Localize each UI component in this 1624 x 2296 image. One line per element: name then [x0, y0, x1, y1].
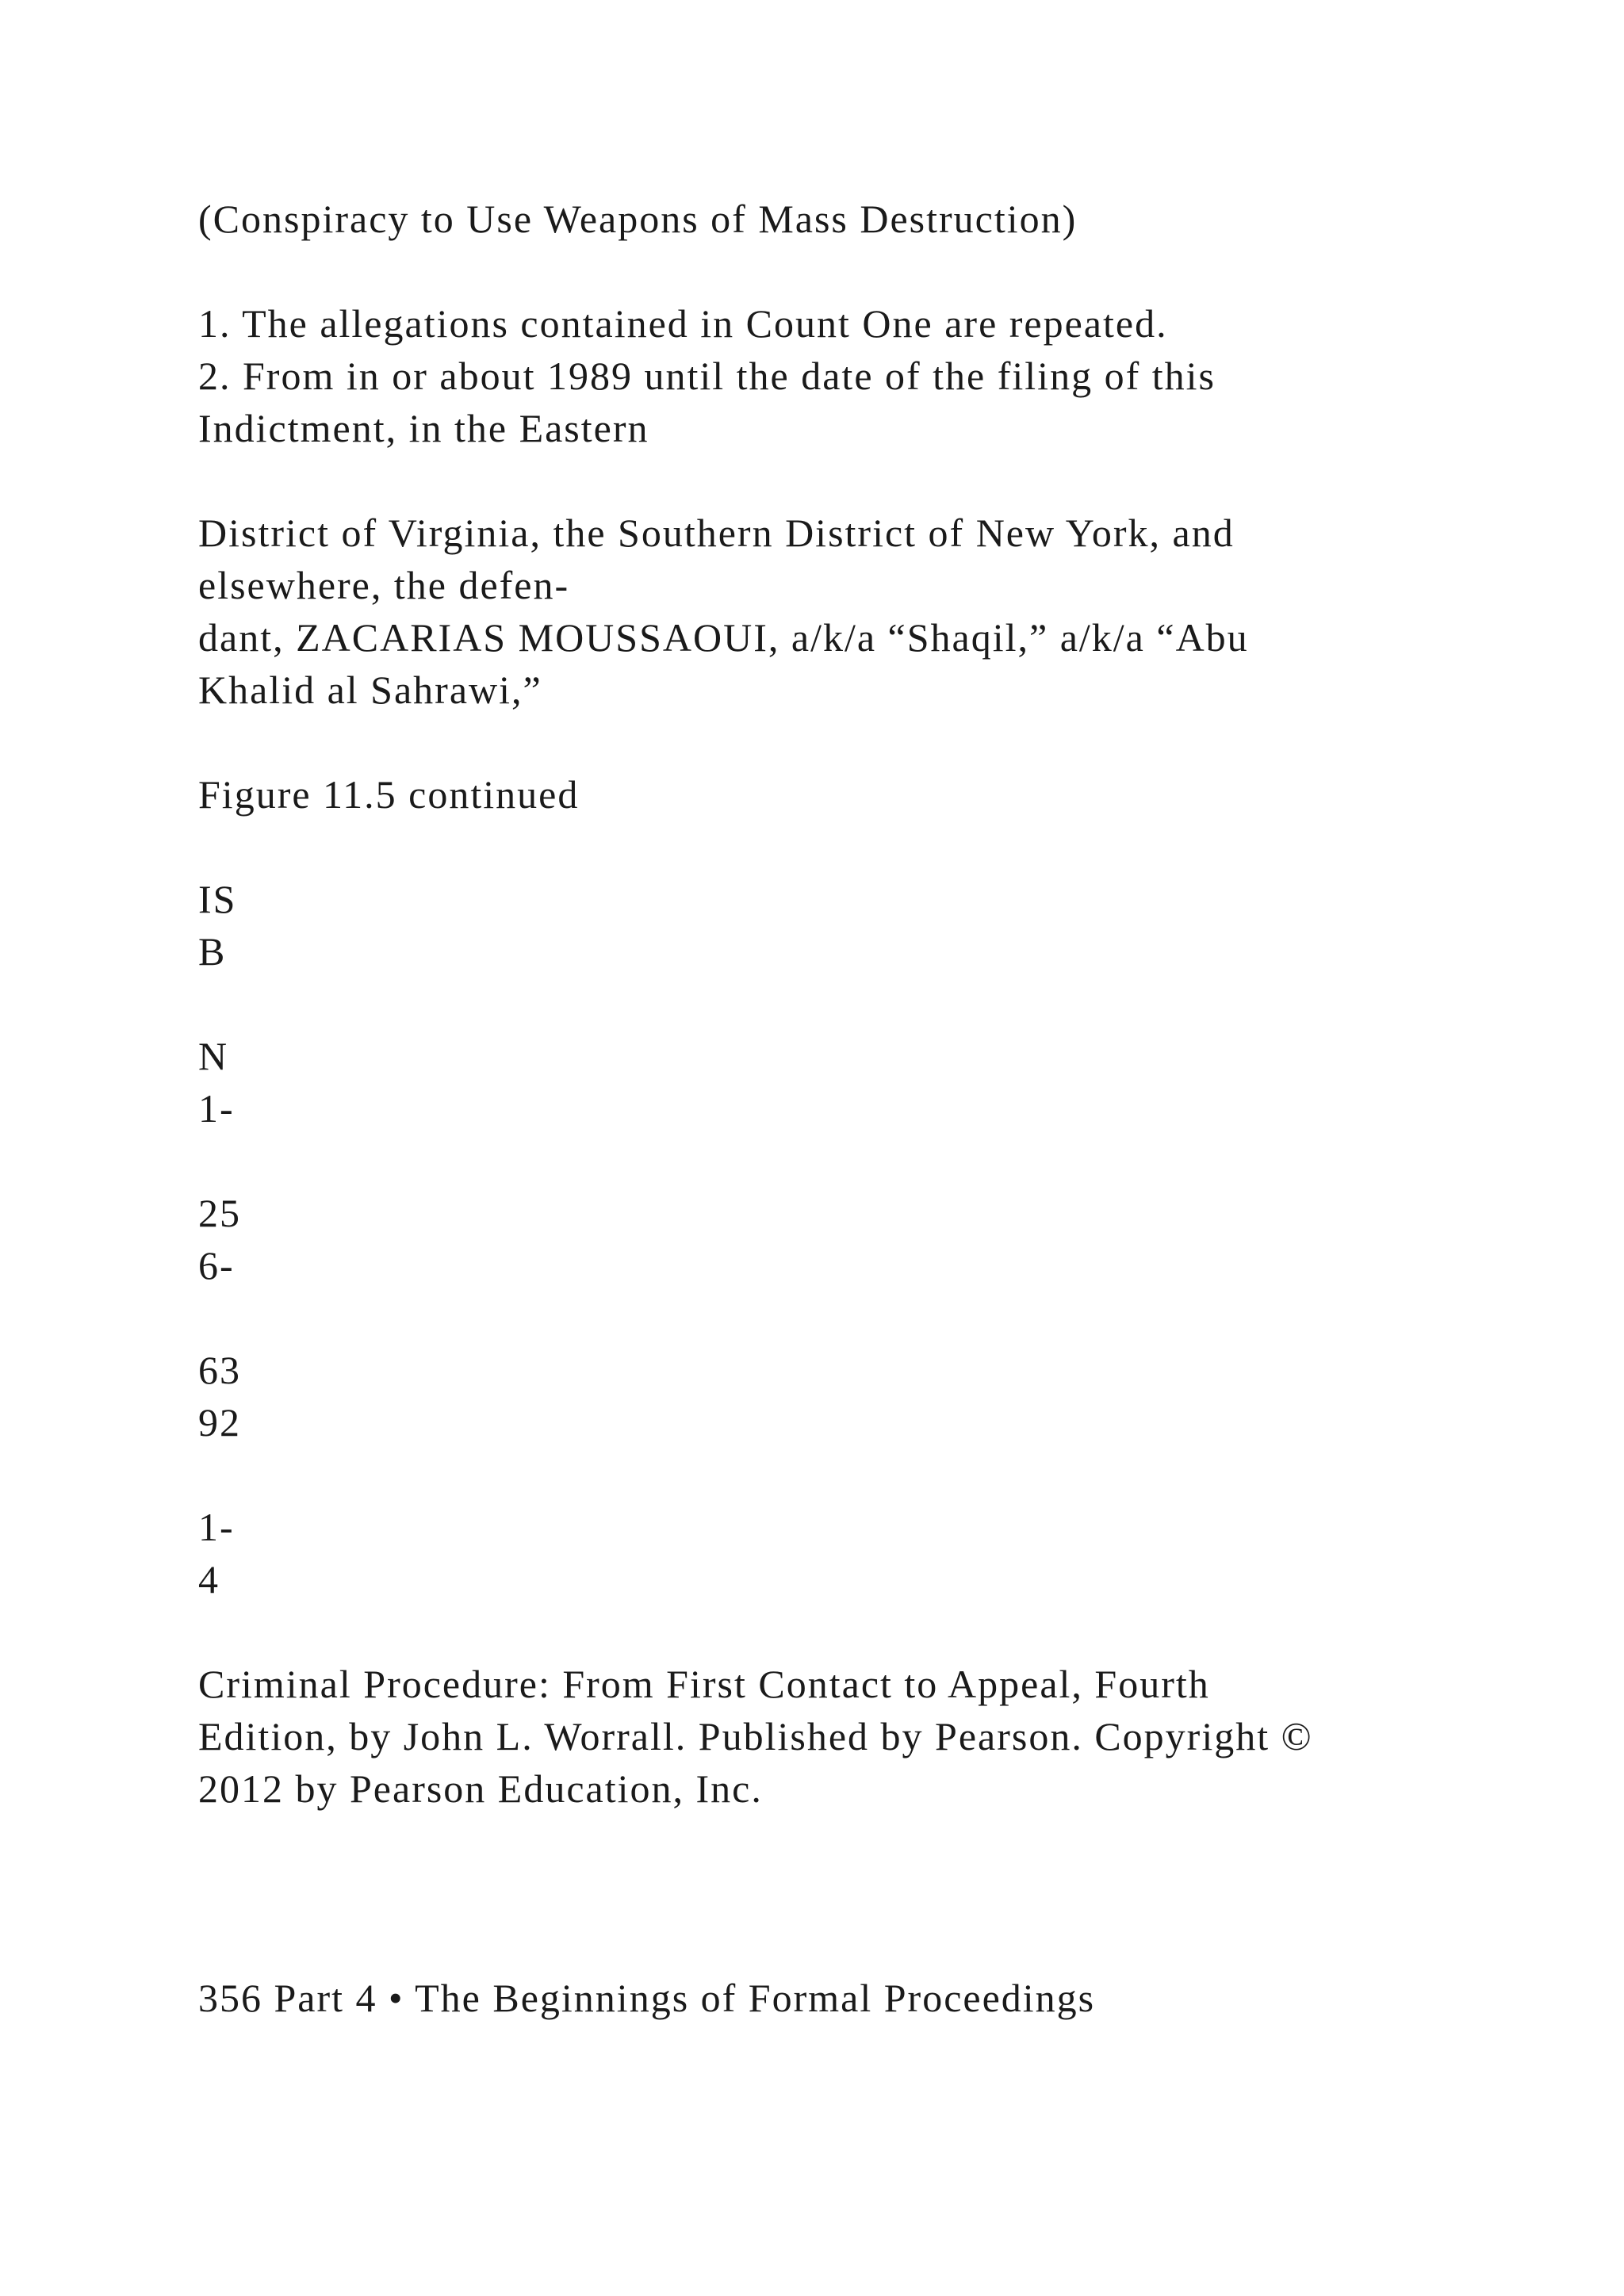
spacer: [198, 1605, 1499, 1658]
document-text: [198, 193, 1499, 2024]
citation-line: Edition, by John L. Worrall. Published by Pearson. Copyright ©: [198, 1714, 1313, 1758]
isbn-fragment: 63: [198, 1348, 241, 1392]
paragraph-line: 2. From in or about 1989 until the date of the filing of this: [198, 354, 1216, 398]
isbn-fragment: IS: [198, 877, 237, 921]
count-heading: (Conspiracy to Use Weapons of Mass Destruction): [198, 197, 1078, 241]
paragraph-line: dant, ZACARIAS MOUSSAOUI, a/k/a “Shaqil,” a/k/a “Abu: [198, 615, 1249, 660]
isbn-fragment: 1-: [198, 1505, 235, 1549]
isbn-fragment: 6-: [198, 1243, 235, 1288]
spacer: [198, 245, 1499, 297]
isbn-fragment: B: [198, 929, 227, 974]
paragraph-line: Indictment, in the Eastern: [198, 406, 649, 450]
paragraph-line: 1. The allegations contained in Count One are repeated.: [198, 301, 1168, 346]
spacer: [198, 1815, 1499, 1972]
spacer: [198, 821, 1499, 873]
spacer: [198, 1448, 1499, 1501]
spacer: [198, 1135, 1499, 1187]
spacer: [198, 978, 1499, 1030]
spacer: [198, 1292, 1499, 1344]
citation-line: 2012 by Pearson Education, Inc.: [198, 1766, 763, 1811]
citation-line: Criminal Procedure: From First Contact to Appeal, Fourth: [198, 1662, 1210, 1706]
paragraph-line: elsewhere, the defen-: [198, 563, 570, 607]
isbn-fragment: 92: [198, 1400, 241, 1445]
paragraph-line: District of Virginia, the Southern District of New York, and: [198, 511, 1235, 555]
isbn-fragment: 25: [198, 1191, 241, 1235]
isbn-fragment: 4: [198, 1557, 220, 1601]
figure-caption: Figure 11.5 continued: [198, 772, 580, 817]
spacer: [198, 454, 1499, 507]
isbn-fragment: N: [198, 1034, 229, 1078]
running-footer: 356 Part 4 • The Beginnings of Formal Proceedings: [198, 1976, 1096, 2020]
paragraph-line: Khalid al Sahrawi,”: [198, 668, 542, 712]
isbn-fragment: 1-: [198, 1086, 235, 1131]
spacer: [198, 716, 1499, 768]
